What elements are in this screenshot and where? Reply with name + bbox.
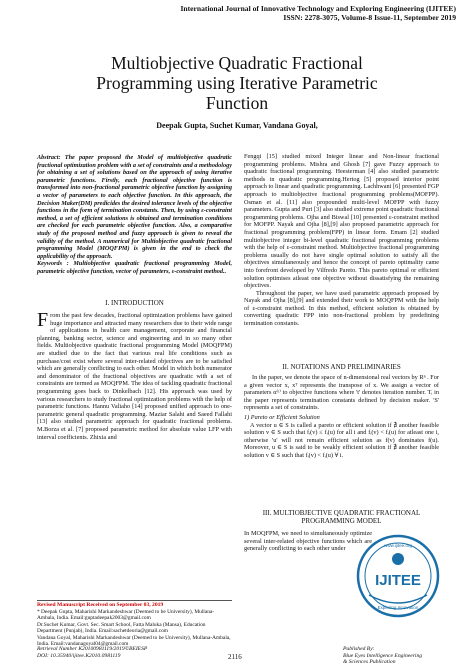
introduction-text — [37, 309, 232, 441]
retrieval-number: Retrieval Number K20100981119/2019©BEIESP — [37, 646, 148, 652]
journal-issn: ISSN: 2278-3075, Volume-8 Issue-11, September 2019 — [283, 13, 456, 22]
paragraph: Throughout the paper, we have used parametric approach proposed by Nayak and Ojha [8],[9] and extended their work to MOQFPM with the help of ε-constraint method. In this method, efficient solution is obtained by converting quadratic FPP into non-fractional problem by predefining termination constants. — [244, 289, 439, 328]
affiliation-line: Vandana Goyal, Maharishi Markandeshwar (Deemed to be University), Mullana-Ambala, India. Email:vandanagoyal04@gmail.com — [37, 634, 231, 648]
title-line: Multiobjective Quadratic Fractional — [111, 53, 363, 73]
journal-header — [0, 4, 474, 22]
heading-line: PROGRAMMING MODEL — [301, 517, 382, 525]
paragraph: In the paper, we denote the space of n-dimensional real vectors by Rⁿ . For a given vector x, xᵀ represents the transpose of x. We assign a vector of parameters α⁽ᵗ⁾ to objective functions where 't' denotes iteration number. Tᵢ in the paper represents termination constants defined by decision maker. 'S' represents a set of constraints. — [244, 374, 439, 412]
page-number: 2116 — [228, 653, 242, 661]
journal-name: International Journal of Innovative Technology and Exploring Engineering (IJITEE) — [180, 4, 456, 13]
affiliation-line: * Deepak Gupta, Maharishi Markandeshwar (Deemed to be University), Mullana-Ambala, India. Email:guptadeepak2003@gmail.com — [37, 609, 215, 622]
paragraph: Fengqi [15] studied mixed Integer linear and Non-linear fractional programming problems. Mishra and Ghosh [7] gave Fuzzy approach to quadratic fractional programming. Heesterman [4] also studied parametric methods in quadratic programming.Hertog [5] proposed interior point approach to linear and quadratic programming. Lachhwani [6] presented FGP approach to multiobjective fractional programming problems(MOFPP). Osman et al. [11] also propounded multi-level MOFPP with fuzzy parameters. Gupta and Puri [3] also studied extreme point quadratic fractional programming problems. Ojha and Biswal [10] presented ε-constraint method for MOFPP. Nayak and Ojha [8],[9] also proposed parametric approach for fractional programming problem(FPP) in linear form. Emam [2] studied multiobjective integer bi-level quadratic fractional programming problems with the help of ε-constraint method. Multiobjective fractional programming problems usually do not have single optimal solution to satisfy all the objectives simultaneously and hence the concept of pareto optimality came into forefront developed by Vilfredo Pareto. This pareto optimal or efficient solution optimises atleast one objective without dissatisfying the remaining objectives. — [244, 153, 439, 290]
drop-cap: F — [37, 309, 49, 331]
doi: DOI: 10.35940/ijitee.K2010.0981119 — [37, 652, 121, 659]
notations-section — [244, 374, 439, 460]
ijitee-logo — [355, 533, 441, 619]
logo-caption-top: www.ijitee.org — [384, 543, 412, 548]
footer-right — [343, 646, 422, 666]
model-text: In MOQFPM, we need to simultaneously optimize several inter-related objective functions which are generally conflicting to each other under — [244, 530, 372, 553]
title-line: Function — [205, 93, 269, 113]
paragraph: A vector u ∈ S is called a pareto or efficient solution if ∄ another feasible solution v ∈ S such that fᵢ(v) ≤ fᵢ(u) for all i and fᵢ(v) < fᵢ(u) for atleast one i, otherwise 'u' will not remain efficient solution as f(v) dominates f(u). Moreover, u ∈ S is said to be weakly efficient solution if ∄ another feasible solution v ∈ S such that fᵢ(v) < fᵢ(u) ∀ i. — [244, 421, 439, 459]
logo-text: IJITEE — [375, 572, 421, 589]
title-line: Programming using Iterative Parametric — [96, 73, 378, 93]
affiliation-line: Dr.Suchet Kumar, Govt. Sec. Smart School, Fatta Maluka (Mansa), Education Department (Punjab), India. Email:sachetdeoria@gmail.com — [37, 621, 206, 635]
heading-line: III. MULTIOBJECTIVE QUADRATIC FRACTIONAL — [262, 509, 421, 517]
abstract: Abstract: The paper proposed the Model of multiobjective quadratic fractional optimization problem with a set of constraints and a methodology for obtaining a set of solutions based on the approach of using iterative parametric functions. Firstly, each fractional objective function is transformed into non-fractional parametric objective function by assigning a vector of parameters to each objective function. In this approach, the Decision Maker(DM) predicides the desired tolerance levels of the objective functions in the form of termination constants. Then, by using ε-constraint method, a set of efficient solutions is obtained and termination conditions are checked for each parametric objective function. Also, a comparative study of the proposed method and fuzzy approach is given to reveal the validity of the method. A numerical for Multiobjective quadratic fractional programming Model (MOQFPM) is given in the end to check the applicability of the approach. — [37, 154, 232, 260]
keywords: Keywords : Multiobjective quadratic fractional programming Model, parametric objective function, vector of parameters, ε-constraint method.. — [37, 260, 232, 275]
paper-title — [40, 53, 434, 113]
paper-authors: Deepak Gupta, Suchet Kumar, Vandana Goyal, — [156, 121, 318, 130]
author-affiliations — [37, 609, 232, 647]
publisher-line: & Sciences Publication — [343, 659, 396, 665]
section-heading-model — [244, 509, 439, 525]
publisher-line: Blue Eyes Intelligence Engineering — [343, 652, 423, 659]
subsection-heading: 1) Pareto or Efficient Solution — [244, 413, 320, 421]
revised-notice: Revised Manuscript Received on September 03, 2019 — [37, 602, 164, 608]
logo-caption-bottom: Exploring Innovation — [377, 605, 419, 610]
section-heading-notations: II. NOTATIONS AND PRELIMINARIES — [282, 363, 401, 371]
publisher-line: Published By: — [343, 646, 375, 652]
introduction-continued — [244, 153, 439, 328]
footnote-divider — [37, 600, 232, 601]
footer-left — [37, 646, 147, 659]
introduction-body: rom the past few decades, fractional optimization problems have gained huge importance and attracted many researchers due to their wide range of applications in health care management, corporate and financial planning, banking sector, science and engineering and in so many other fields. Multiobjective quadratic fractional programming Model (MOQFPM) are studied due to the fact that various real life conditions such as purchase/cost exist where several inter-related objectives are to be satisfied which are generally conflicting to each other. Model in which both numerator and denominator of the fractional objectives are quadratic with a set of constraints are termed as MOQFPM. The idea of tackling quadratic fractional programming goes back to Dinkelbach [12]. His approach was used by various researchers to study fractional optimization problems with the help of parametric functions. Hannu Valiaho [14] proposed unified approach to one-parametric general quadratic programming. Maziar Salahi and Saeed Fallahi [13] also studied parametric approach for quadratic fractional problems. M.Borza et al. [7] proposed parametric method for absolute value LFP with interval coefficients. Zhixia and — [37, 312, 232, 441]
section-heading-introduction: I. INTRODUCTION — [105, 299, 164, 307]
